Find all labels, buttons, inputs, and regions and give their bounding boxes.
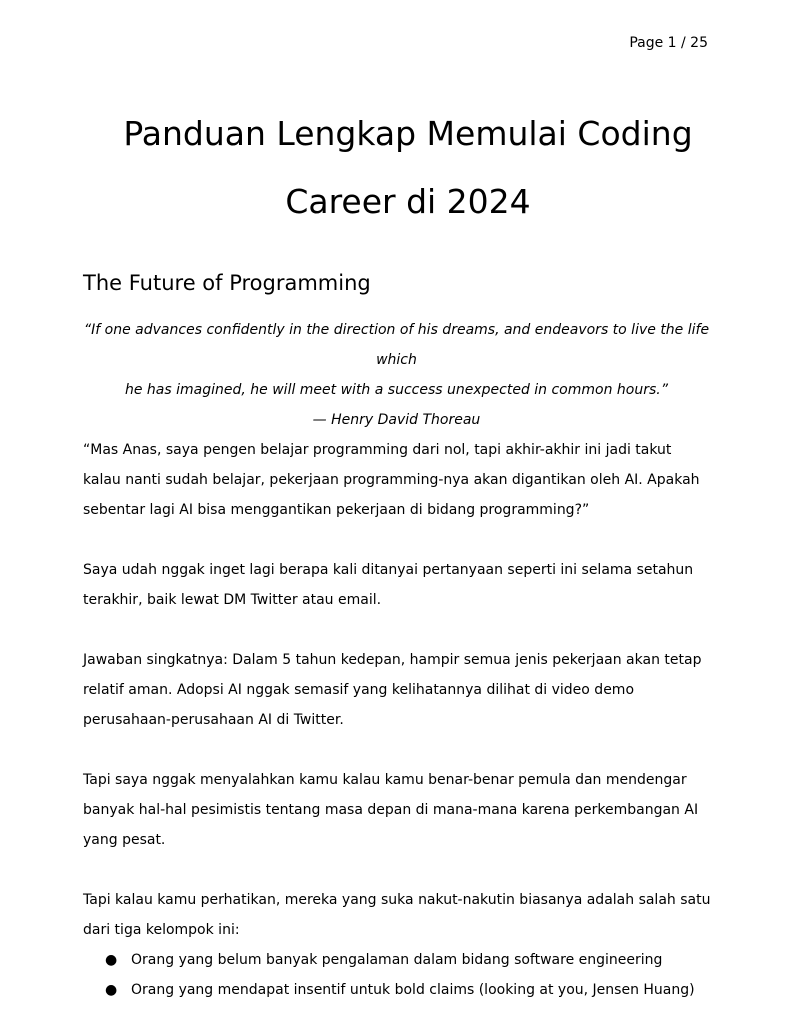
list-item-text: Orang yang mendapat insentif untuk bold claims (looking at you, Jensen Huang) (131, 982, 695, 998)
list-item (83, 945, 713, 975)
paragraph-2: Saya udah nggak inget lagi berapa kali ditanyai pertanyaan seperti ini selama setahun terakhir, baik lewat DM Twitter atau email. (83, 562, 694, 608)
bullet-icon: ● (105, 982, 118, 998)
paragraph-3: Jawaban singkatnya: Dalam 5 tahun kedepan, hampir semua jenis pekerjaan akan tetap relatif aman. Adopsi AI nggak semasif yang kelihatannya dilihat di video demo perusahaan-perusahaan AI di Twitter. (83, 652, 702, 728)
paragraph-4: Tapi saya nggak menyalahkan kamu kalau kamu benar-benar pemula dan mendengar banyak hal-hal pesimistis tentang masa depan di mana-mana karena perkembangan AI yang pesat. (83, 772, 699, 848)
title-line-1: Panduan Lengkap Memulai Coding (123, 114, 693, 153)
bullet-list (83, 945, 713, 1005)
list-item-text: Orang yang belum banyak pengalaman dalam bidang software engineering (131, 952, 663, 968)
bullet-icon: ● (105, 952, 118, 968)
paragraph-1: “Mas Anas, saya pengen belajar programming dari nol, tapi akhir-akhir ini jadi takut kalau nanti sudah belajar, pekerjaan programming-nya akan digantikan oleh AI. Apakah sebentar lagi AI bisa menggantikan pekerjaan di bidang programming?” (83, 442, 700, 518)
document-body (83, 435, 713, 1005)
title-line-2: Career di 2024 (285, 182, 531, 221)
section-heading: The Future of Programming (83, 271, 371, 295)
epigraph-quote (83, 315, 710, 435)
document-title (60, 100, 756, 236)
list-item (83, 975, 713, 1005)
quote-line-1: “If one advances confidently in the direction of his dreams, and endeavors to live the life which (83, 322, 710, 368)
page-number: Page 1 / 25 (629, 35, 708, 51)
quote-line-2: he has imagined, he will meet with a success unexpected in common hours.” (125, 382, 668, 398)
paragraph-5: Tapi kalau kamu perhatikan, mereka yang suka nakut-nakutin biasanya adalah salah satu dari tiga kelompok ini: (83, 892, 711, 938)
quote-attribution: — Henry David Thoreau (312, 412, 481, 428)
